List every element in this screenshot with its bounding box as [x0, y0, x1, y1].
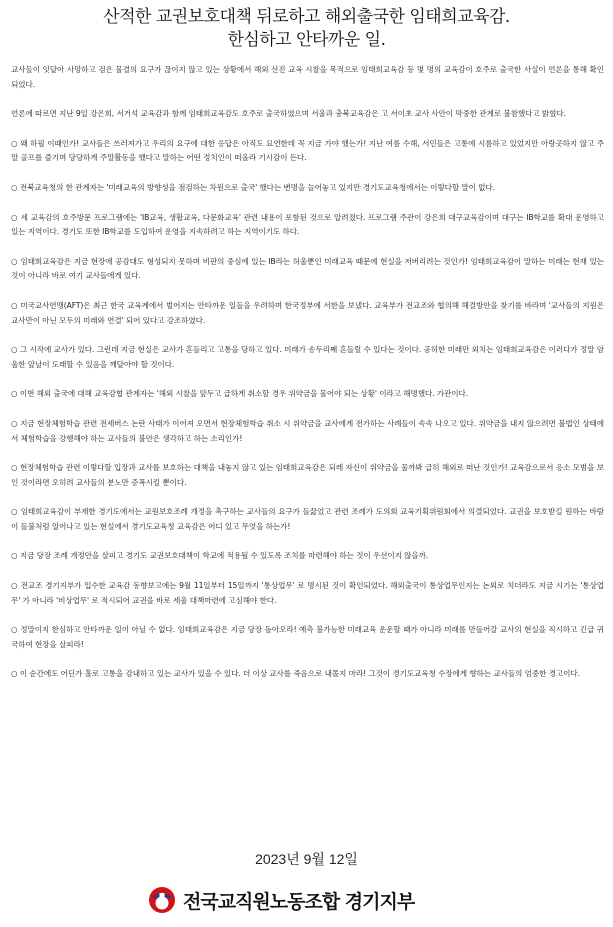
- organization-name: 전국교직원노동조합 경기지부: [183, 890, 415, 913]
- union-emblem-icon: [148, 886, 176, 914]
- paragraph: ○ 지금 현장체험학습 관련 전세버스 논란 사태가 이어져 오면서 현장체험학습 취소 시 위약금을 교사에게 전가하는 사례들이 속속 나오고 있다. 위약금을 내지 않으려면 불법인 상태에서 체험학습을 강행해야 하는 교사들의 불안은 생각하고 하는 소리인가!: [11, 418, 604, 443]
- paragraph: ○ 왜 하필 이때인가! 교사들은 쓰러져가고 우리의 요구에 대한 응답은 아직도 묘연한데 꼭 지금 가야 했는가! 지난 여름 수해, 서민들은 고통에 시름하고 있었지만 아랑곳하지 않고 주말 골프를 즐기며 당당하게 주말활동을 했다고 말하는 어떤 정치인이 떠올라 기시감이 든다.: [11, 138, 604, 163]
- paragraph: ○ 전북교육청의 한 관계자는 '미래교육의 방향성을 점검하는 차원으로 출국' 했다는 변명을 늘어놓고 있지만 경기도교육청에서는 이렇다할 말이 없다.: [11, 182, 495, 192]
- paragraph: ○ 이번 해외 출국에 대해 교육감협 관계자는 '해외 시찰을 앞두고 급하게 취소할 경우 위약금을 물어야 되는 상황' 이라고 해명했다. 가관이다.: [11, 389, 469, 399]
- paragraph: ○ 임태희교육감이 부재한 경기도에서는 교원보호조례 개정을 촉구하는 교사들의 요구가 들끓었고 관련 조례가 도의회 교육기획위원회에서 의결되었다. 교권을 보호받길 원하는 바람이 들불처럼 일어나고 있는 현실에서 경기도교육청 교육감은 어디 있고 무엇을 하는가!: [11, 507, 604, 531]
- document-body: [11, 63, 604, 682]
- document-title: [0, 6, 613, 52]
- paragraph: ○ 세 교육감의 호주방문 프로그램에는 'IB교육, 생활교육, 다문화교육' 관련 내용이 포함된 것으로 알려졌다. 프로그램 주관이 강은희 대구교육감이며 대구는 IB학교를 확대 운영하고 있는 지역이다. 경기도 또한 IB학교를 도입하여 운영을 지속하려고 하는 지역이기도 하다.: [11, 212, 604, 237]
- signature-block: [148, 884, 414, 916]
- paragraph: 언론에 따르면 지난 9일 강은희, 서거석 교육감과 함께 임태희교육감도 호주로 출국하였으며 서울과 충북교육감은 고 서이초 교사 사안이 막중한 관계로 불참했다고 밝혔다.: [11, 109, 566, 119]
- paragraph: ○ 미국교사연맹(AFT)은 최근 한국 교육계에서 벌어지는 안타까운 일들을 우려하며 한국정부에 서한을 보냈다. 교육부가 전교조와 협의해 해결방안을 찾기를 바라며 '교사들의 지원은 교사만이 아닌 모두의 미래와 연결' 되어 있다고 강조하였다.: [11, 300, 604, 325]
- paragraph: ○ 그 시작에 교사가 있다. 그런데 지금 현실은 교사가 흔들리고 고통을 당하고 있다. 미래가 송두리째 흔들릴 수 있다는 것이다. 공허한 미래만 외치는 임태희교육감은 이러다가 정말 암울한 앞날이 도래할 수 있음을 깨달아야 할 것이다.: [11, 345, 604, 369]
- paragraph: ○ 전교조 경기지부가 입수한 교육감 동향보고에는 9월 11일부터 15일까지 '통상업무' 로 명시된 것이 확인되었다. 해외출국이 통상업무인지는 논외로 치더라도 지금 시기는 '통상업무' 가 아니라 '비상업무' 로 적시되어 교권을 바로 세울 대책마련에 고심해야 한다.: [11, 581, 604, 605]
- paragraph: ○ 임태희교육감은 지금 현장에 공감대도 형성되지 못하며 비판의 중심에 있는 IB라는 허울뿐인 미래교육 때문에 현실을 저버리려는 것인가! 임태희교육감이 말하는 미래는 현재 있는 것이 아니라 바로 여기 교사들에게 있다.: [11, 256, 604, 281]
- document-date: 2023년 9월 12일: [255, 851, 358, 867]
- paragraph: ○ 이 순간에도 어딘가 홀로 고통을 감내하고 있는 교사가 있을 수 있다. 더 이상 교사를 죽음으로 내몰지 마라! 그것이 경기도교육청 수장에게 향하는 교사들의 엄중한 경고이다.: [11, 669, 580, 679]
- title-line-1: 산적한 교권보호대책 뒤로하고 해외출국한 임태희교육감.: [103, 7, 510, 27]
- paragraph: ○ 현장체험학습 관련 이렇다할 입장과 교사를 보호하는 대책을 내놓지 않고 있는 임태희교육감은 되레 자신이 위약금을 물까봐 급히 해외로 떠난 것인가! 교육감으로서 응소 모범을 보인 것이라면 오히려 교사들의 분노만 증폭시킬 뿐이다.: [11, 463, 604, 487]
- title-line-2: 한심하고 안타까운 일.: [227, 30, 386, 50]
- paragraph: ○ 지금 당장 조례 개정안을 살피고 경기도 교권보호대책이 학교에 적용될 수 있도록 조치를 마련해야 하는 것이 우선이지 않을까.: [11, 551, 429, 561]
- paragraph: ○ 정말이지 한심하고 안타까운 일이 아닐 수 없다. 임태희교육감은 지금 당장 돌아오라! 예측 불가능한 미래교육 운운할 때가 아니라 미래를 만들어갈 교사의 현실을 직시하고 긴급 귀국하여 현장을 살피라!: [11, 625, 604, 649]
- paragraph: 교사들이 잇달아 사망하고 검은 물결의 요구가 끊이지 않고 있는 상황에서 해외 선진 교육 시찰을 목적으로 임태희교육감 등 몇 명의 교육감이 호주로 출국한 사실이 언론을 통해 확인되었다.: [11, 65, 604, 89]
